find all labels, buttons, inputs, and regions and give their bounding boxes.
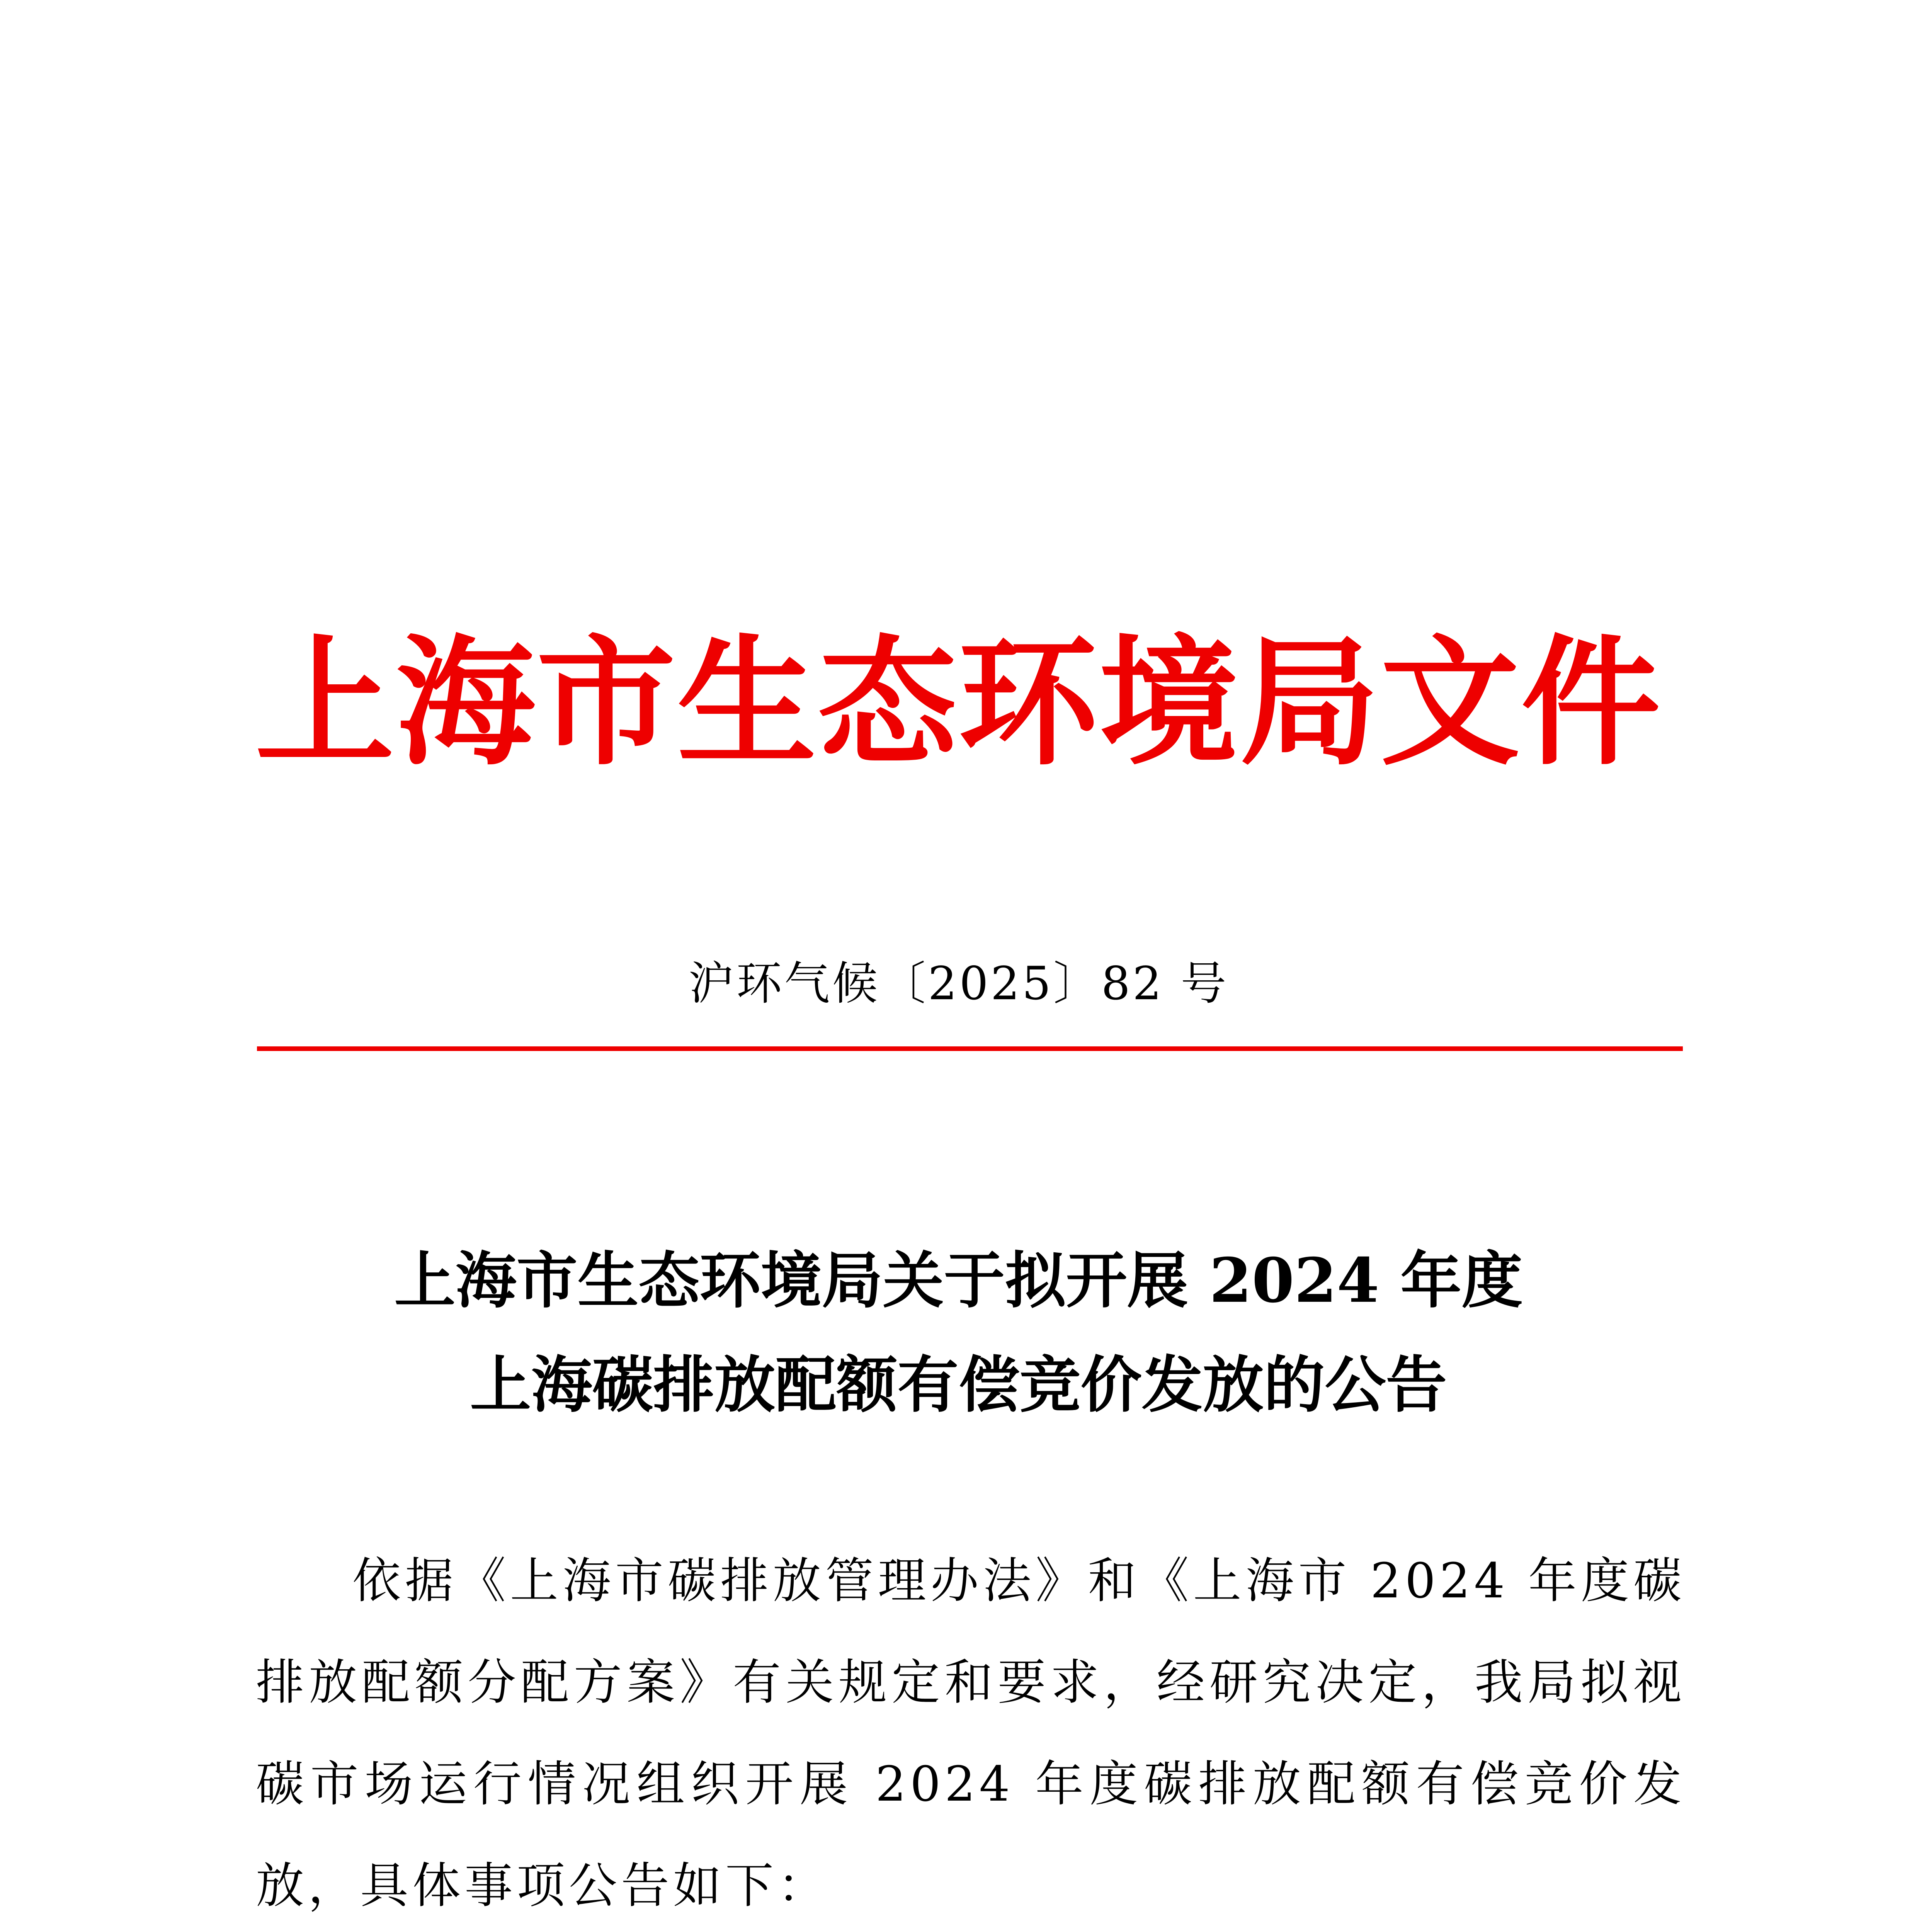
announcement-title (0, 1229, 1917, 1437)
issuing-authority-title: 上海市生态环境局文件 (255, 622, 1662, 784)
red-divider-line (257, 1046, 1683, 1051)
announcement-title-line-1: 上海市生态环境局关于拟开展 2024 年度 (394, 1245, 1523, 1316)
announcement-title-line-2: 上海碳排放配额有偿竞价发放的公告 (470, 1349, 1447, 1421)
intro-paragraph: 依据《上海市碳排放管理办法》和《上海市 2024 年度碳排放配额分配方案》有关规定和要求，经研究决定，我局拟视碳市场运行情况组织开展 2024 年度碳排放配额有偿竞价发放，具体事项公告如下： (256, 1553, 1686, 1914)
document-number: 沪环气候〔2025〕82 号 (688, 957, 1229, 1010)
document-body (256, 1530, 1686, 1932)
